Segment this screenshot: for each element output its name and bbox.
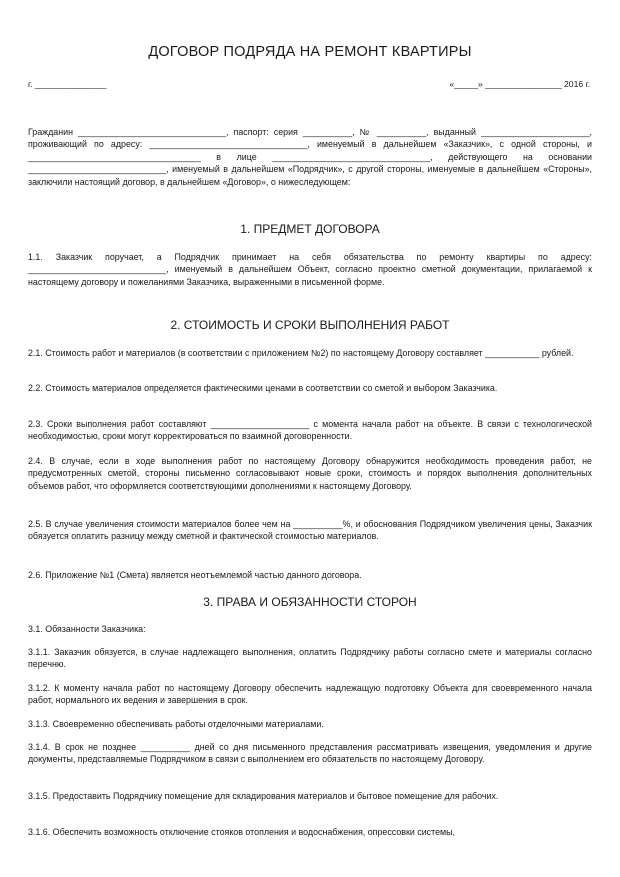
intro-paragraph: Гражданин ______________________________, паспорт: серия __________, № __________, выданный ______________________, проживающий по адресу: ________________________________, именуемый в дальнейшем «Заказчик», с одной стороны, и ___________________________________ в лице ________________________________, действующего на основании ____________________________, именуемый в дальнейшем «Подрядчик», с другой стороны, именуемые в дальнейшем «Стороны», заключили настоящий договор, в дальнейшем «Договор», о нижеследующем:: [28, 127, 592, 187]
clause-3-1-2: 3.1.2. К моменту начала работ по настоящему Договору обеспечить надлежащую подготовку Объекта для своевременного начала работ, нормального их ведения и завершения в срок.: [28, 683, 592, 706]
clause-1-1: 1.1. Заказчик поручает, а Подрядчик принимает на себя обязательства по ремонту квартиры по адресу: ____________________________, именуемый в дальнейшем Объект, согласно проектно сметной документации, прилагаемой к настоящему договору и пожеланиями Заказчика, выраженными в письменной форме.: [28, 252, 592, 287]
clause-2-2: 2.2. Стоимость материалов определяется фактическими ценами в соответствии со сметой и выбором Заказчика.: [28, 383, 498, 393]
clause-3-1-3: 3.1.3. Своевременно обеспечивать работы отделочными материалами.: [28, 719, 324, 729]
document-title: ДОГОВОР ПОДРЯДА НА РЕМОНТ КВАРТИРЫ: [148, 44, 472, 60]
contract-date: «_____» ________________ 2016 г.: [449, 79, 590, 89]
clause-2-1: 2.1. Стоимость работ и материалов (в соответствии с приложением №2) по настоящему Договору составляет ___________ рублей.: [28, 348, 574, 358]
clause-2-6: 2.6. Приложение №1 (Смета) является неотъемлемой частью данного договора.: [28, 570, 362, 580]
clause-3-1-6: 3.1.6. Обеспечить возможность отключение стояков отопления и водоснабжения, опрессовки системы,: [28, 827, 455, 837]
section-heading-subject: 1. ПРЕДМЕТ ДОГОВОРА: [240, 222, 380, 236]
clause-2-4: 2.4. В случае, если в ходе выполнения работ по настоящему Договору обнаружится необходимость проведения работ, не предусмотренных сметой, стороны письменно согласовывают новые сроки, стоимость и порядок выполнения дополнительных объемов работ, что оформляется соответствующими дополнениями к настоящему Договору.: [28, 456, 592, 491]
clause-2-3: 2.3. Сроки выполнения работ составляют ____________________ с момента начала работ на объекте. В связи с технологической необходимостью, сроки могут корректироваться по взаимной договоренности.: [28, 419, 592, 442]
contract-place: г. _______________: [28, 79, 107, 89]
clause-2-5: 2.5. В случае увеличения стоимости материалов более чем на __________%, и обоснования Подрядчиком увеличения цены, Заказчик обязуется оплатить разницу между сметной и фактической стоимостью материалов.: [28, 519, 592, 542]
clause-3-1-5: 3.1.5. Предоставить Подрядчику помещение для складирования материалов и бытовое помещение для рабочих.: [28, 791, 499, 801]
clause-3-1-4: 3.1.4. В срок не позднее __________ дней со дня письменного представления рассматривать извещения, уведомления и другие документы, представляемые Подрядчиком в связи с выполнением его обязательств по настоящему Договору.: [28, 742, 592, 765]
section-heading-cost: 2. СТОИМОСТЬ И СРОКИ ВЫПОЛНЕНИЯ РАБОТ: [170, 318, 450, 332]
clause-3-1-1: 3.1.1. Заказчик обязуется, в случае надлежащего выполнения, оплатить Подрядчику работы согласно смете и материалы согласно перечню.: [28, 647, 592, 670]
section-heading-rights: 3. ПРАВА И ОБЯЗАННОСТИ СТОРОН: [203, 595, 417, 609]
clause-3-1: 3.1. Обязанности Заказчика:: [28, 624, 146, 634]
